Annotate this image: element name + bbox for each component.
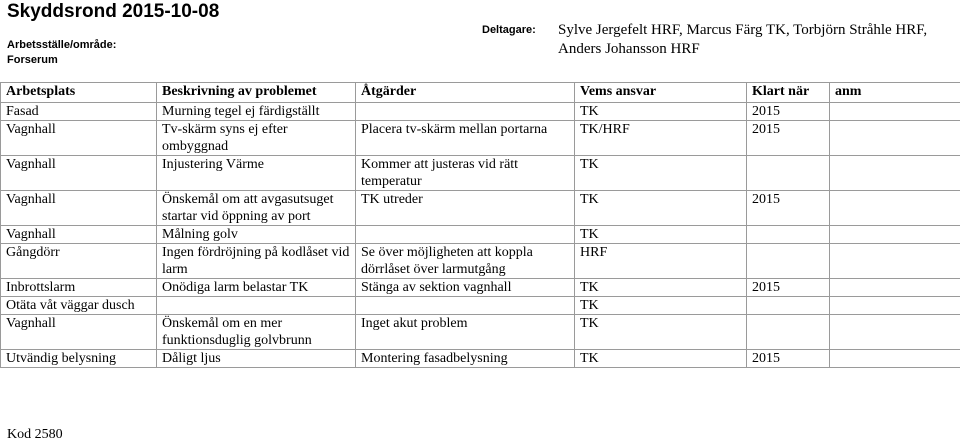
column-header-atgarder: Åtgärder	[356, 83, 575, 103]
cell-arbetsplats: Vagnhall	[1, 156, 157, 191]
cell-vems-ansvar: HRF	[575, 244, 747, 279]
cell-vems-ansvar: TK	[575, 279, 747, 297]
cell-arbetsplats: Otäta våt väggar dusch	[1, 297, 157, 315]
cell-klart-nar: 2015	[747, 103, 830, 121]
cell-atgarder: TK utreder	[356, 191, 575, 226]
page-title: Skyddsrond 2015-10-08	[7, 0, 219, 24]
site-label: Arbetsställe/område:	[7, 38, 116, 53]
table-row	[1, 156, 960, 191]
cell-atgarder: Montering fasadbelysning	[356, 350, 575, 368]
cell-beskrivning: Murning tegel ej färdigställt	[157, 103, 356, 121]
cell-anm	[830, 156, 960, 191]
cell-anm	[830, 315, 960, 350]
cell-anm	[830, 226, 960, 244]
cell-klart-nar	[747, 315, 830, 350]
table-header-row	[1, 83, 960, 103]
cell-atgarder	[356, 103, 575, 121]
inspection-table	[0, 82, 960, 368]
cell-klart-nar: 2015	[747, 121, 830, 156]
column-header-anm: anm	[830, 83, 960, 103]
cell-arbetsplats: Vagnhall	[1, 315, 157, 350]
column-header-arbetsplats: Arbetsplats	[1, 83, 157, 103]
table-row	[1, 350, 960, 368]
cell-anm	[830, 103, 960, 121]
table-row	[1, 226, 960, 244]
cell-vems-ansvar: TK	[575, 156, 747, 191]
table-row	[1, 244, 960, 279]
cell-atgarder: Placera tv-skärm mellan portarna	[356, 121, 575, 156]
cell-beskrivning	[157, 297, 356, 315]
cell-arbetsplats: Inbrottslarm	[1, 279, 157, 297]
cell-vems-ansvar: TK	[575, 103, 747, 121]
cell-atgarder: Inget akut problem	[356, 315, 575, 350]
cell-vems-ansvar: TK	[575, 297, 747, 315]
cell-anm	[830, 191, 960, 226]
cell-arbetsplats: Vagnhall	[1, 121, 157, 156]
cell-atgarder	[356, 297, 575, 315]
cell-arbetsplats: Fasad	[1, 103, 157, 121]
table-row	[1, 121, 960, 156]
cell-anm	[830, 244, 960, 279]
cell-klart-nar: 2015	[747, 279, 830, 297]
cell-atgarder: Stänga av sektion vagnhall	[356, 279, 575, 297]
cell-klart-nar	[747, 297, 830, 315]
cell-beskrivning: Målning golv	[157, 226, 356, 244]
cell-klart-nar: 2015	[747, 350, 830, 368]
column-header-klart-nar: Klart när	[747, 83, 830, 103]
column-header-vems-ansvar: Vems ansvar	[575, 83, 747, 103]
cell-arbetsplats: Vagnhall	[1, 191, 157, 226]
table-body	[1, 103, 960, 368]
table-row	[1, 191, 960, 226]
cell-beskrivning: Önskemål om att avgasutsuget startar vid öppning av port	[157, 191, 356, 226]
cell-beskrivning: Önskemål om en mer funktionsduglig golvbrunn	[157, 315, 356, 350]
cell-klart-nar	[747, 244, 830, 279]
footer-code: Kod 2580	[7, 428, 63, 442]
cell-klart-nar	[747, 156, 830, 191]
cell-beskrivning: Ingen fördröjning på kodlåset vid larm	[157, 244, 356, 279]
cell-anm	[830, 350, 960, 368]
cell-arbetsplats: Vagnhall	[1, 226, 157, 244]
cell-atgarder	[356, 226, 575, 244]
table-row	[1, 315, 960, 350]
cell-vems-ansvar: TK/HRF	[575, 121, 747, 156]
cell-beskrivning: Onödiga larm belastar TK	[157, 279, 356, 297]
cell-vems-ansvar: TK	[575, 226, 747, 244]
cell-klart-nar: 2015	[747, 191, 830, 226]
cell-anm	[830, 121, 960, 156]
cell-beskrivning: Tv-skärm syns ej efter ombyggnad	[157, 121, 356, 156]
cell-arbetsplats: Utvändig belysning	[1, 350, 157, 368]
cell-anm	[830, 279, 960, 297]
table-row	[1, 297, 960, 315]
column-header-beskrivning: Beskrivning av problemet	[157, 83, 356, 103]
table-row	[1, 279, 960, 297]
cell-vems-ansvar: TK	[575, 315, 747, 350]
cell-beskrivning: Dåligt ljus	[157, 350, 356, 368]
cell-vems-ansvar: TK	[575, 350, 747, 368]
table-row	[1, 103, 960, 121]
cell-anm	[830, 297, 960, 315]
cell-beskrivning: Injustering Värme	[157, 156, 356, 191]
participants-value: Sylve Jergefelt HRF, Marcus Färg TK, Torbjörn Stråhle HRF, Anders Johansson HRF	[558, 21, 938, 59]
site-value: Forserum	[7, 53, 58, 68]
cell-atgarder: Se över möjligheten att koppla dörrlåset över larmutgång	[356, 244, 575, 279]
cell-klart-nar	[747, 226, 830, 244]
cell-vems-ansvar: TK	[575, 191, 747, 226]
cell-atgarder: Kommer att justeras vid rätt temperatur	[356, 156, 575, 191]
cell-arbetsplats: Gångdörr	[1, 244, 157, 279]
participants-label: Deltagare:	[482, 23, 536, 38]
